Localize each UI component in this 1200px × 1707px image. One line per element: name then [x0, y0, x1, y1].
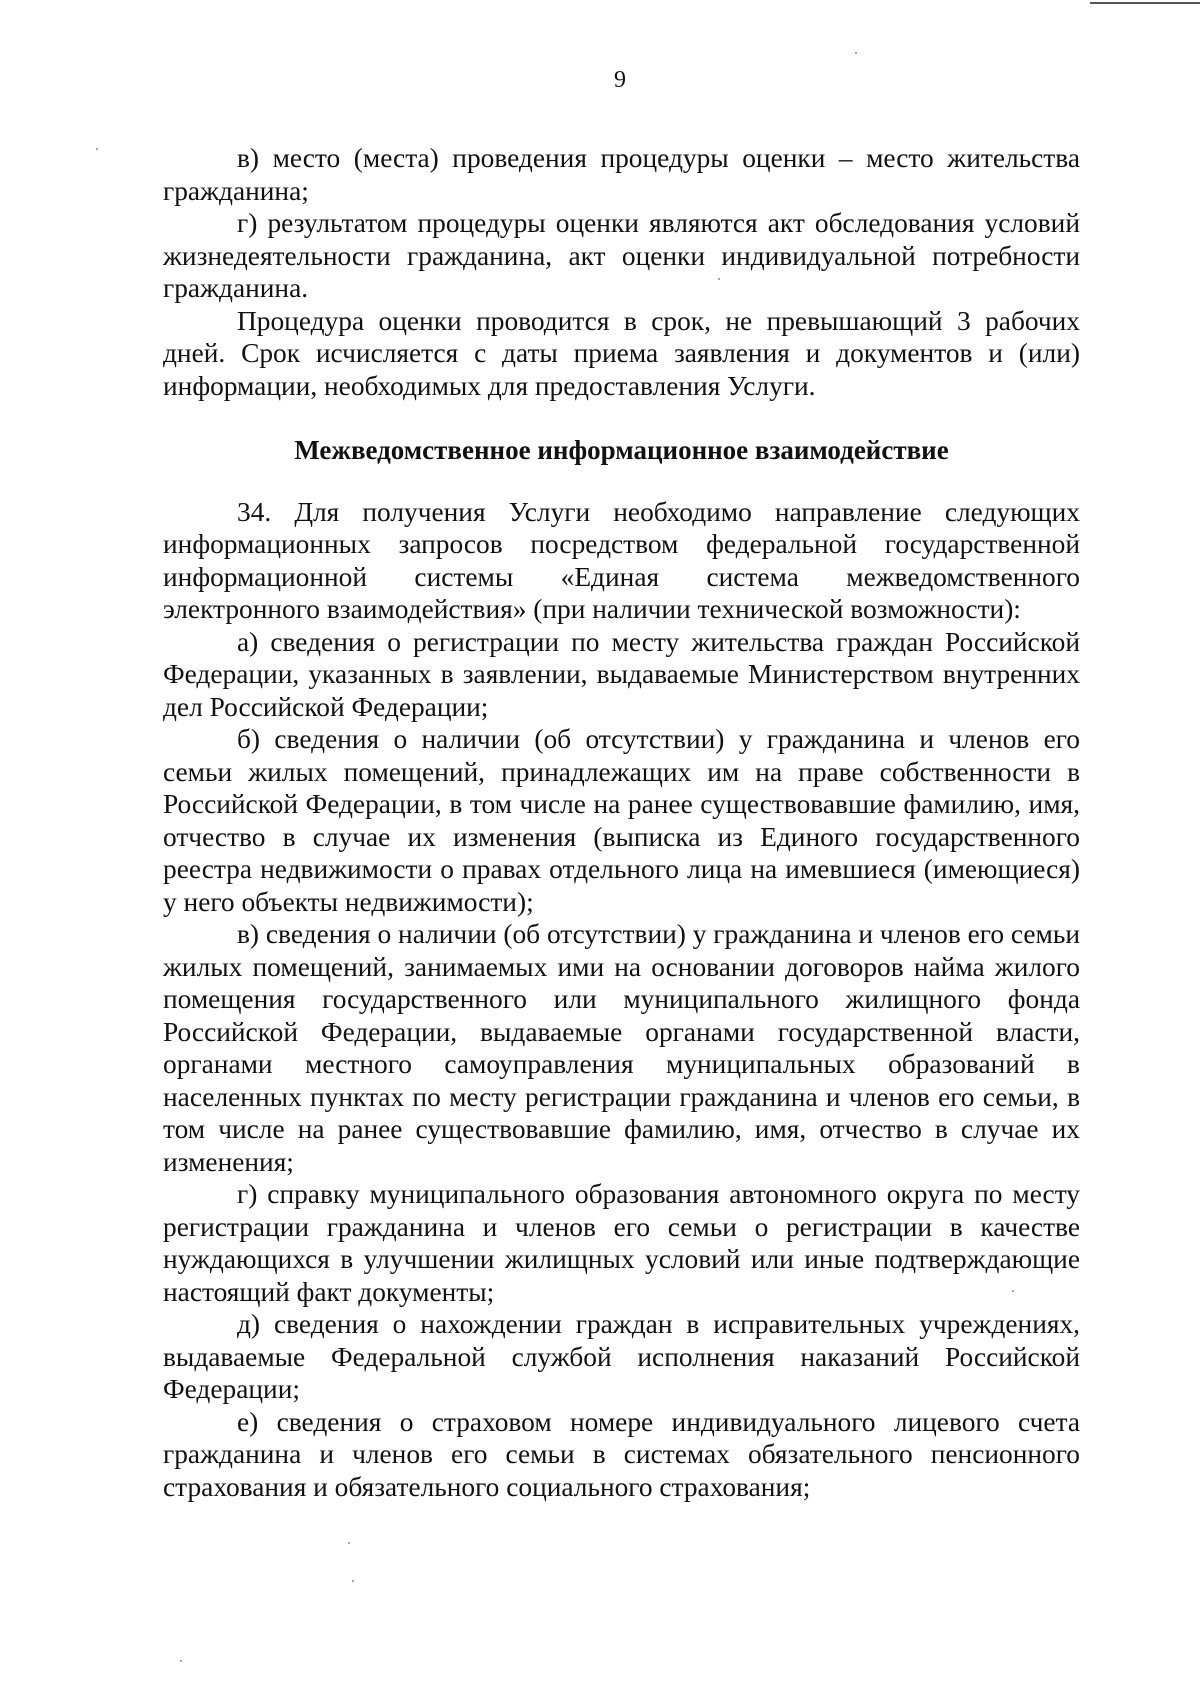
page-number: 9: [614, 67, 626, 93]
scan-speck: [348, 1542, 350, 1544]
paragraph-item-v: в) место (места) проведения процедуры оценки – место жительства гражданина;: [163, 143, 1080, 206]
paragraph-assessment-term: Процедура оценки проводится в срок, не превышающий 3 рабочих дней. Срок исчисляется с даты приема заявления и документов и (или) информации, необходимых для предоставления Услуги.: [163, 305, 1080, 401]
paragraph-34: 34. Для получения Услуги необходимо направление следующих информационных запросов посредством федеральной государственной информационной системы «Единая система межведомственного электронного взаимодействия» (при наличии технической возможности):: [163, 496, 1080, 624]
scan-speck: [96, 148, 98, 150]
document-body: [163, 142, 1080, 1503]
paragraph-item-g-certificate: г) справку муниципального образования автономного округа по месту регистрации гражданина и членов его семьи о регистрации в качестве нуждающихся в улучшении жилищных условий или иные подтверждающие настоящий факт документы;: [163, 1179, 1080, 1307]
paragraph-item-a: а) сведения о регистрации по месту жительства граждан Российской Федерации, указанных в заявлении, выдаваемые Министерством внутренних дел Российской Федерации;: [163, 626, 1080, 722]
section-heading: Межведомственное информационное взаимодействие: [294, 435, 949, 465]
paragraph-item-b: б) сведения о наличии (об отсутствии) у гражданина и членов его семьи жилых помещений, принадлежащих им на праве собственности в Российской Федерации, в том числе на ранее существовавшие фамилию, имя, отчество в случае их изменения (выписка из Единого государственного реестра недвижимости о правах отдельного лица на имевшиеся (имеющиеся) у него объекты недвижимости);: [163, 724, 1080, 917]
scan-speck: [180, 1660, 182, 1662]
scan-speck: [352, 1580, 354, 1582]
paragraph-item-g: г) результатом процедуры оценки являются акт обследования условий жизнедеятельности гражданина, акт оценки индивидуальной потребности гражданина.: [163, 208, 1080, 303]
paragraph-item-v-housing: в) сведения о наличии (об отсутствии) у гражданина и членов его семьи жилых помещений, занимаемых ими на основании договоров найма жилого помещения государственного или муниципального жилищного фонда Российской Федерации, выдаваемые органами государственной власти, органами местного самоуправления муниципальных образований в населенных пунктах по месту регистрации гражданина и членов его семьи, в том числе на ранее существовавшие фамилию, имя, отчество в случае их изменения;: [163, 919, 1080, 1177]
paragraph-item-d: д) сведения о нахождении граждан в исправительных учреждениях, выдаваемые Федеральной службой исполнения наказаний Российской Федерации;: [163, 1309, 1080, 1404]
scan-speck: [855, 52, 857, 54]
scan-border-artifact: [1090, 2, 1200, 4]
paragraph-item-e: е) сведения о страховом номере индивидуального лицевого счета гражданина и членов его семьи в системах обязательного пенсионного страхования и обязательного социального страхования;: [163, 1406, 1080, 1502]
scan-speck: [1012, 1290, 1014, 1292]
scan-speck: [718, 278, 720, 280]
